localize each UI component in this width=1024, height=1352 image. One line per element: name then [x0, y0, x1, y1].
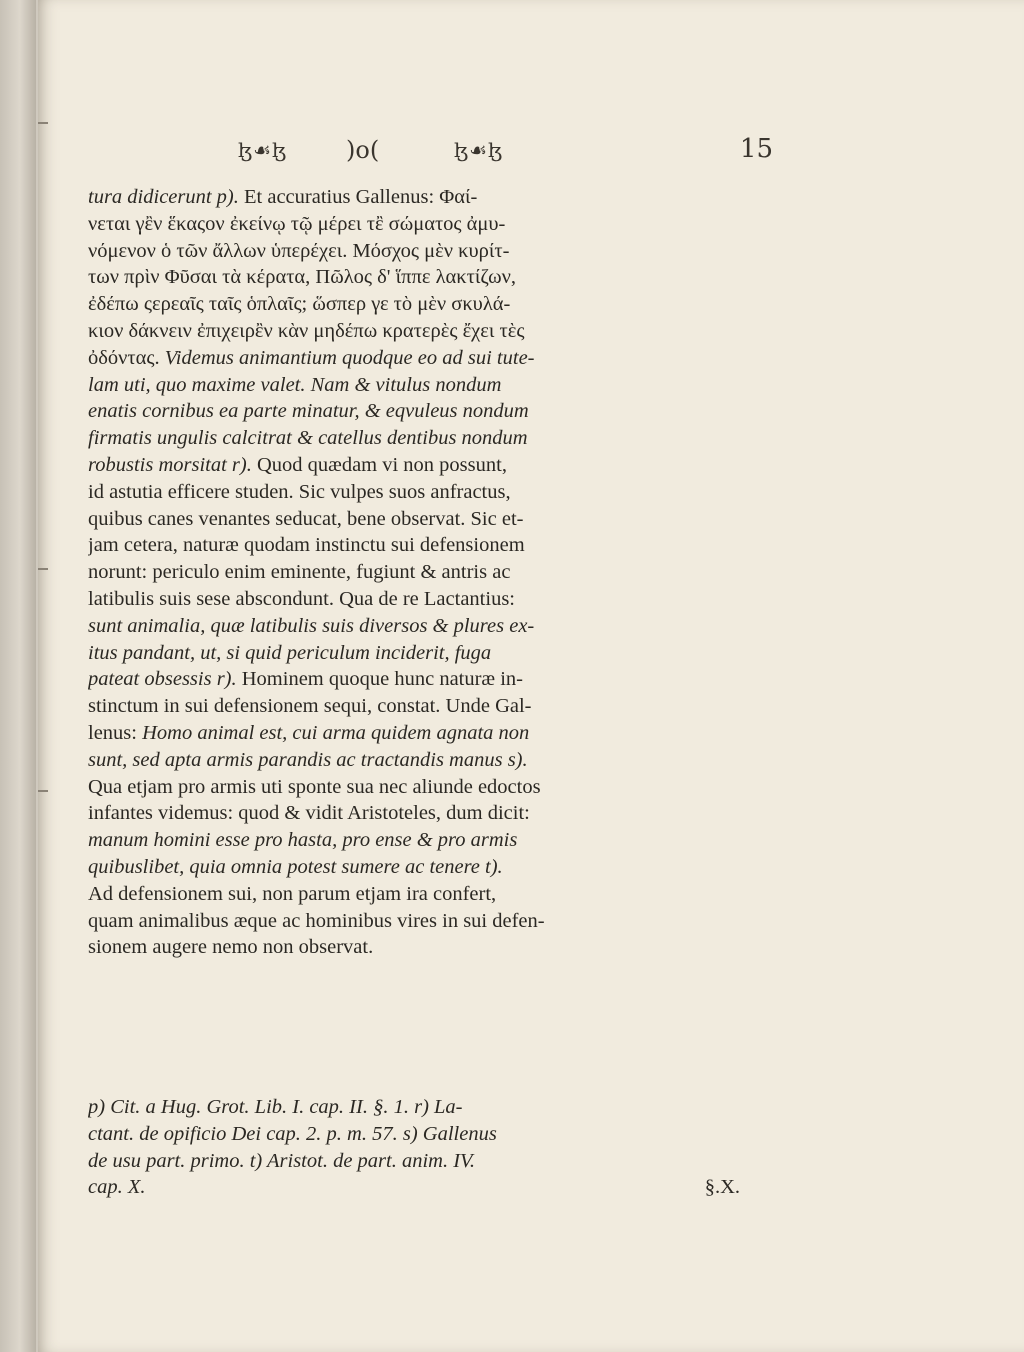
roman-run: Qua etjam pro armis uti sponte sua nec aliunde edoctos: [88, 775, 541, 798]
footnote-text: p) Cit. a Hug. Grot. Lib. I. cap. II. §. 1. r) La-: [88, 1096, 463, 1118]
italic-run: firmatis ungulis calcitrat & catellus dentibus nondum: [88, 427, 528, 450]
roman-run: quibus canes venantes seducat, bene observat. Sic et-: [88, 507, 524, 530]
roman-run: stinctum in sui defensionem sequi, constat. Unde Gal-: [88, 695, 532, 718]
italic-run: Homo animal est, cui arma quidem agnata non: [142, 721, 530, 744]
text-line: [88, 666, 740, 693]
footnote-line: [88, 1094, 740, 1121]
footnote-line: [88, 1174, 740, 1201]
italic-run: sunt, sed apta armis parandis ac tractandis manus s).: [88, 748, 528, 771]
previous-page-edge: [0, 0, 36, 1352]
italic-run: sunt animalia, quæ latibulis suis diversos & plures ex-: [88, 614, 535, 637]
page-header: [238, 132, 773, 172]
roman-run: latibulis suis sese abscondunt. Qua de re Lactantius:: [88, 587, 515, 610]
header-bracket: )o(: [346, 136, 380, 164]
text-line: [88, 291, 740, 318]
text-line: [88, 881, 740, 908]
text-line: [88, 398, 740, 425]
text-line: [88, 854, 740, 881]
italic-run: robustis morsitat r).: [88, 453, 257, 476]
italic-run: enatis cornibus ea parte minatur, & eqvuleus nondum: [88, 400, 529, 423]
roman-run: quam animalibus æque ac hominibus vires in sui defen-: [88, 909, 545, 932]
text-line: [88, 425, 740, 452]
roman-run: κιον δάκνειν ἐπιχειρἒν κὰν μηδέπω κρατερὲς ἔχει τὲς: [88, 319, 525, 342]
text-line: [88, 559, 740, 586]
text-line: [88, 345, 740, 372]
text-line: [88, 532, 740, 559]
footnote-text: de usu part. primo. t) Aristot. de part. anim. IV.: [88, 1149, 476, 1172]
text-line: [88, 184, 740, 211]
text-line: [88, 774, 740, 801]
text-line: [88, 586, 740, 613]
roman-run: νεται γἒν ἕκαςον ἐκείνῳ τῷ μέρει τἒ σώματος ἀμυ-: [88, 212, 506, 235]
catchword: §.X.: [704, 1176, 740, 1199]
footnote-line: [88, 1148, 740, 1175]
text-line: [88, 693, 740, 720]
roman-run: Et accuratius Gallenus: Φαί-: [244, 186, 478, 208]
roman-run: infantes videmus: quod & vidit Aristoteles, dum dicit:: [88, 802, 530, 825]
text-line: [88, 908, 740, 935]
italic-run: tura didicerunt p).: [88, 186, 245, 208]
roman-run: νόμενον ὁ τῶν ἄλλων ὑπερέχει. Μόσχος μὲν κυρίτ-: [88, 239, 510, 262]
gutter-mark: [38, 790, 48, 792]
text-line: [88, 827, 740, 854]
text-line: [88, 720, 740, 747]
roman-run: Quod quædam vi non possunt,: [256, 453, 507, 476]
italic-run: pateat obsessis r).: [88, 668, 242, 691]
footnote-text: ctant. de opificio Dei cap. 2. p. m. 57. s) Gallenus: [88, 1122, 497, 1145]
italic-run: Videmus animantium quodque eo ad sui tute-: [164, 346, 535, 369]
italic-run: manum homini esse pro hasta, pro ense & pro armis: [88, 829, 518, 852]
header-ornament-right: ɮ☙ɮ: [454, 138, 504, 162]
text-line: [88, 640, 740, 667]
roman-run: jam cetera, naturæ quodam instinctu sui defensionem: [88, 534, 525, 557]
body-text: [88, 184, 740, 961]
roman-run: norunt: periculo enim eminente, fugiunt & antris ac: [88, 561, 511, 584]
page-number: 15: [739, 134, 773, 164]
text-line: [88, 800, 740, 827]
roman-run: sionem augere nemo non observat.: [88, 936, 374, 959]
gutter-mark: [38, 568, 48, 570]
text-line: [88, 506, 740, 533]
footnote-line: [88, 1121, 740, 1148]
roman-run: Ad defensionem sui, non parum etjam ira confert,: [88, 882, 497, 905]
text-line: [88, 479, 740, 506]
text-line: [88, 211, 740, 238]
text-line: [88, 452, 740, 479]
gutter-mark: [38, 122, 48, 124]
italic-run: quibuslibet, quia omnia potest sumere ac tenere t).: [88, 855, 503, 878]
text-line: [88, 372, 740, 399]
roman-run: lenus:: [88, 721, 143, 744]
header-ornament-left: ɮ☙ɮ: [238, 138, 288, 162]
footnote-text: cap. X.: [88, 1176, 146, 1199]
roman-run: ὀδόντας.: [88, 346, 165, 369]
roman-run: id astutia efficere studen. Sic vulpes suos anfractus,: [88, 480, 511, 503]
roman-run: των πρὶν Φῦσαι τὰ κέρατα, Πῶλος δ' ἵππε λακτίζων,: [88, 266, 516, 289]
italic-run: lam uti, quo maxime valet. Nam & vitulus nondum: [88, 373, 502, 396]
roman-run: ἐδέπω ςερεαῖς ταῖς ὁπλαῖς; ὥσπερ γε τὸ μὲν σκυλά-: [88, 293, 511, 316]
roman-run: Hominem quoque hunc naturæ in-: [241, 668, 524, 691]
text-line: [88, 613, 740, 640]
italic-run: itus pandant, ut, si quid periculum inciderit, fuga: [88, 641, 492, 664]
text-line: [88, 934, 740, 961]
text-line: [88, 264, 740, 291]
text-line: [88, 318, 740, 345]
text-line: [88, 747, 740, 774]
footnotes: [88, 1094, 740, 1201]
text-line: [88, 238, 740, 265]
